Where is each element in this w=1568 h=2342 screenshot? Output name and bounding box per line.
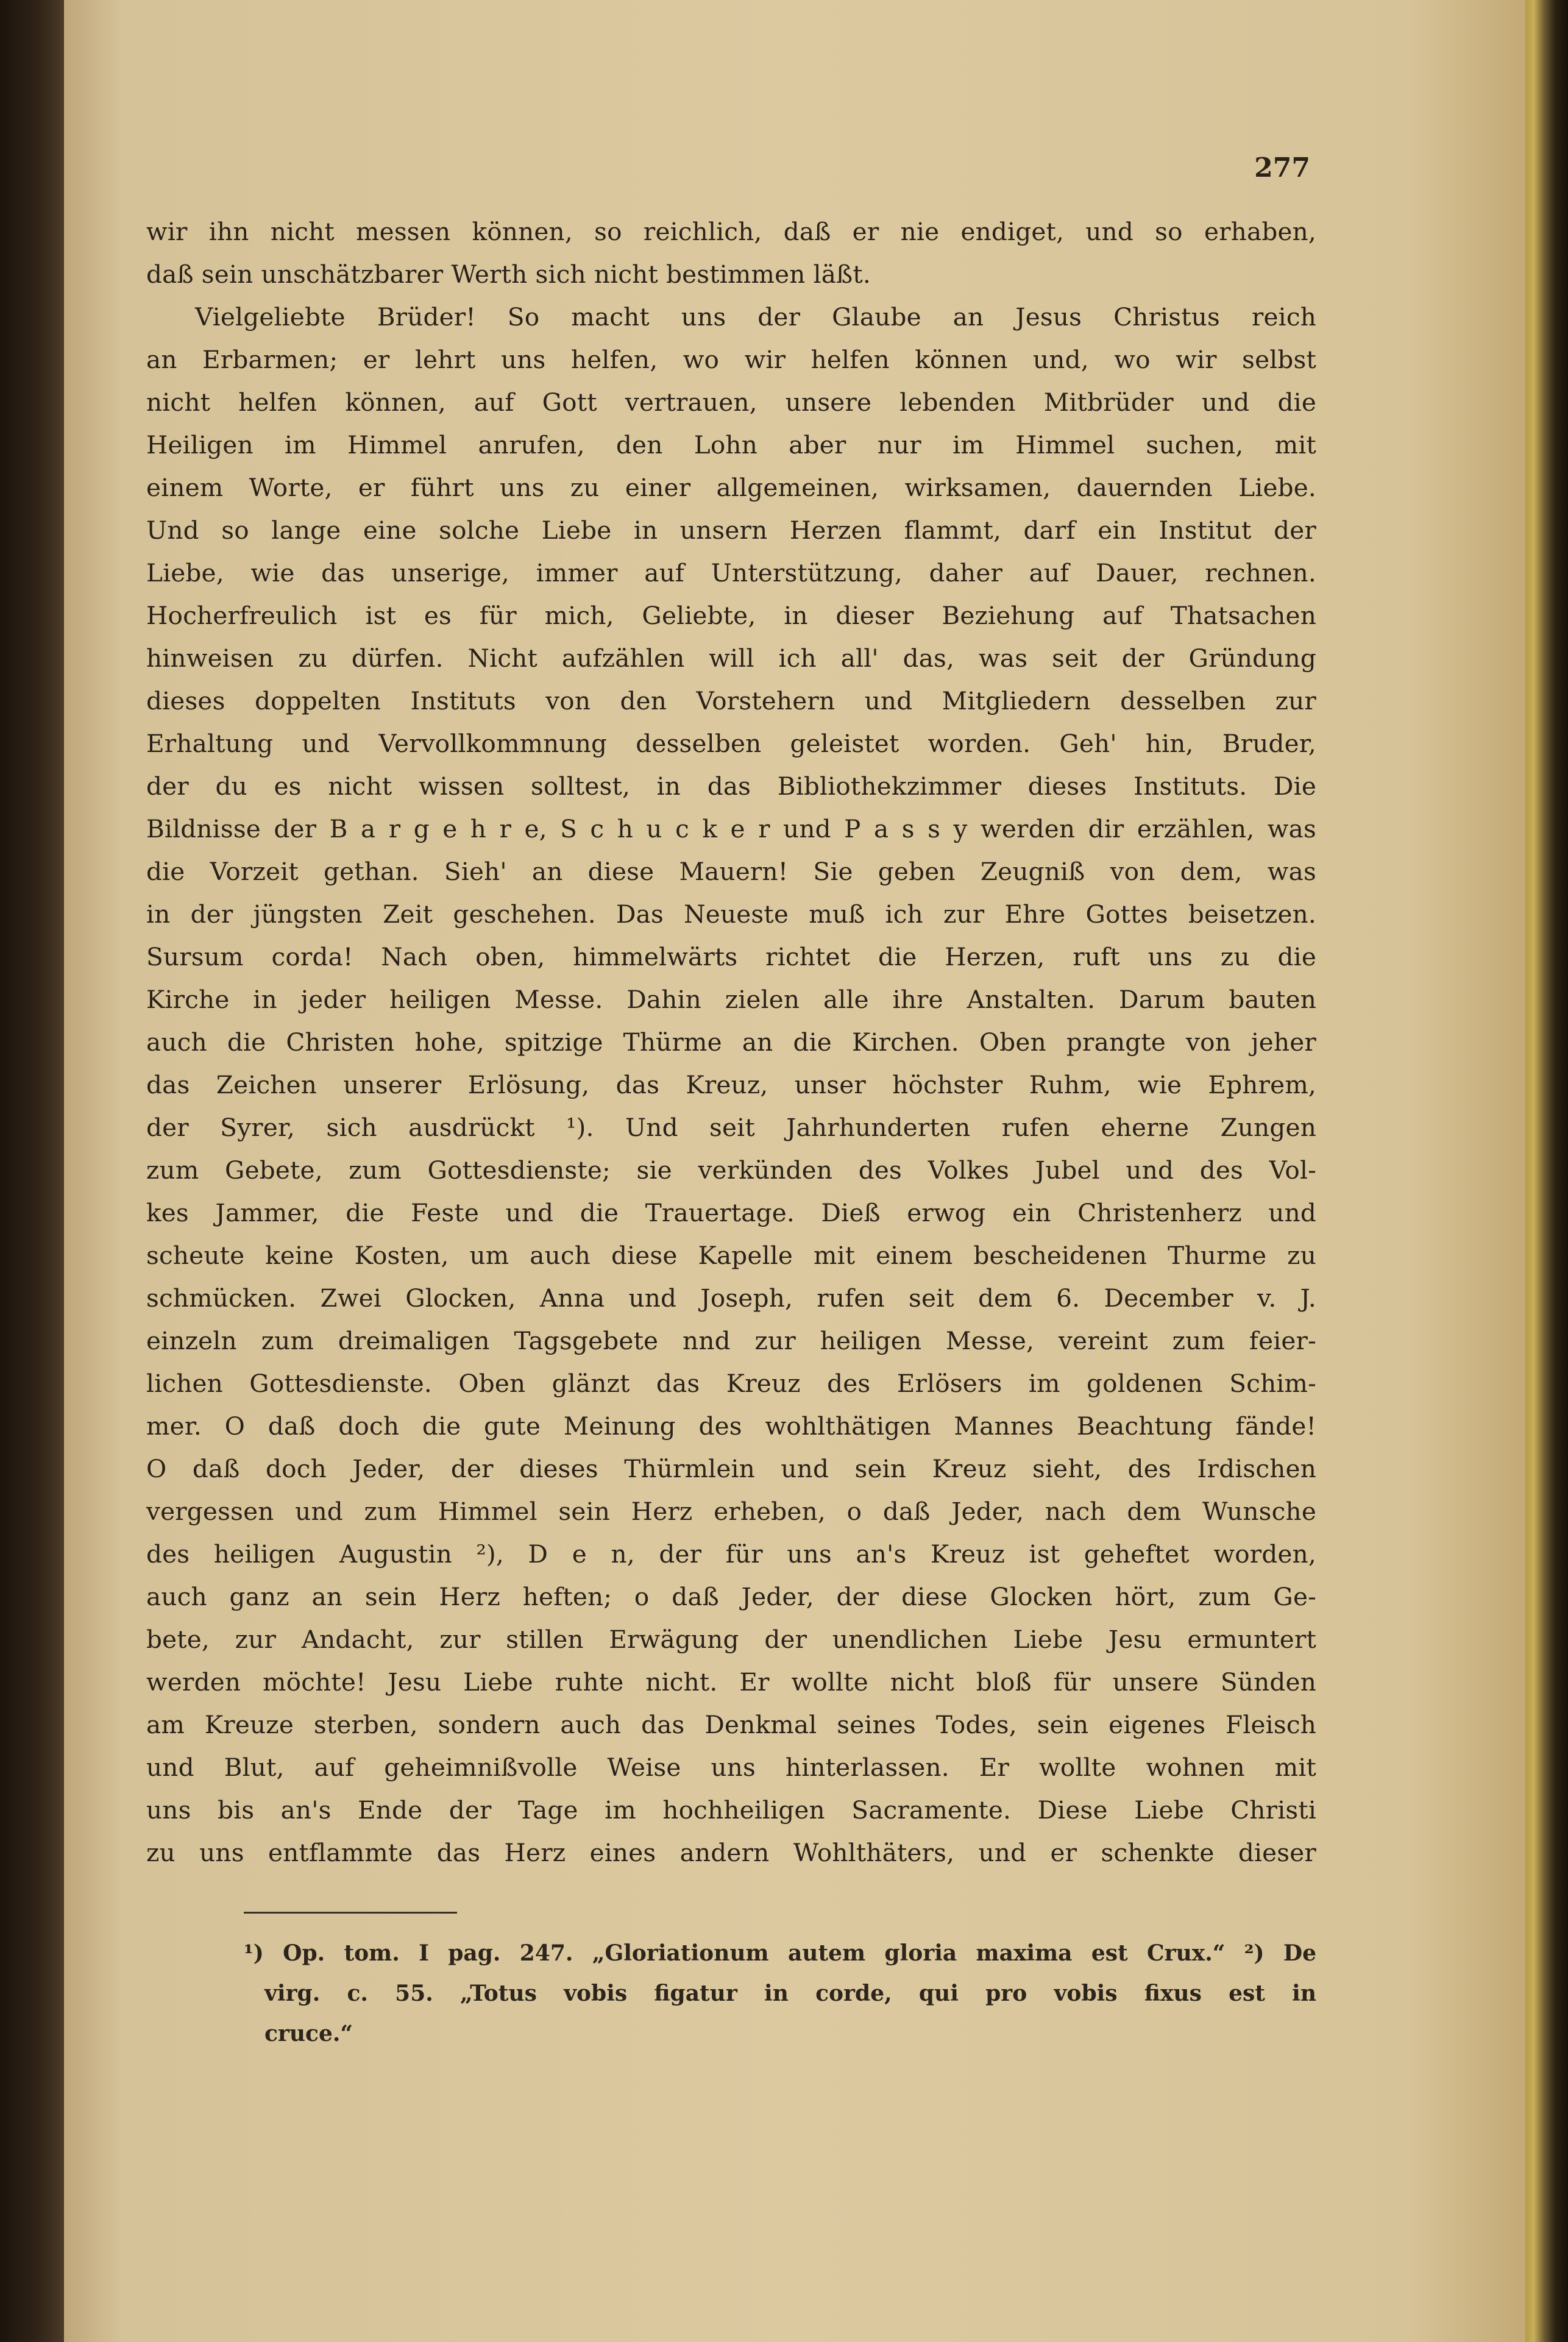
text-line: Erhaltung und Vervollkommnung desselben geleistet worden. Geh' hin, Bruder, [146,729,1316,758]
text-line: hinweisen zu dürfen. Nicht aufzählen will ich all' das, was seit der Gründung [146,644,1316,673]
text-line: zum Gebete, zum Gottesdienste; sie verkünden des Volkes Jubel und des Vol- [146,1155,1316,1185]
text-line: mer. O daß doch die gute Meinung des wohlthätigen Mannes Beachtung fände! [146,1411,1316,1441]
text-line: auch ganz an sein Herz heften; o daß Jeder, der diese Glocken hört, zum Ge- [146,1582,1316,1611]
text-line: Hocherfreulich ist es für mich, Geliebte, in dieser Beziehung auf Thatsachen [146,601,1316,630]
footnotes [244,1933,1316,2054]
text-line: O daß doch Jeder, der dieses Thürmlein und sein Kreuz sieht, des Irdischen [146,1454,1316,1483]
text-line: nicht helfen können, auf Gott vertrauen, unsere lebenden Mitbrüder und die [146,388,1316,417]
footnote-line: ¹) Op. tom. I pag. 247. „Gloriationum autem gloria maxima est Crux.“ ²) De [244,1940,1316,1966]
book-binding [0,0,64,2342]
text-line: Bildnisse der B a r g e h r e, S c h u c k e r und P a s s y werden dir erzählen, was [146,814,1316,843]
text-line: scheute keine Kosten, um auch diese Kapelle mit einem bescheidenen Thurme zu [146,1241,1316,1270]
text-line: werden möchte! Jesu Liebe ruhte nicht. Er wollte nicht bloß für unsere Sünden [146,1667,1316,1697]
text-line: einem Worte, er führt uns zu einer allgemeinen, wirksamen, dauernden Liebe. [146,473,1316,502]
text-line: Und so lange eine solche Liebe in unsern Herzen flammt, darf ein Institut der [146,516,1316,545]
text-line: Vielgeliebte Brüder! So macht uns der Glaube an Jesus Christus reich [195,302,1316,332]
text-line: wir ihn nicht messen können, so reichlich, daß er nie endiget, und so erhaben, [146,217,1316,246]
footnote-line: cruce.“ [264,2021,353,2046]
text-line: Kirche in jeder heiligen Messe. Dahin zielen alle ihre Anstalten. Darum bauten [146,985,1316,1014]
text-line: Sursum corda! Nach oben, himmelwärts richtet die Herzen, ruft uns zu die [146,942,1316,971]
text-line: dieses doppelten Instituts von den Vorstehern und Mitgliedern desselben zur [146,686,1316,715]
text-line: der du es nicht wissen solltest, in das Bibliothekzimmer dieses Instituts. Die [146,772,1316,801]
text-line: und Blut, auf geheimnißvolle Weise uns hinterlassen. Er wollte wohnen mit [146,1753,1316,1782]
text-line: an Erbarmen; er lehrt uns helfen, wo wir helfen können und, wo wir selbst [146,345,1316,374]
text-line: vergessen und zum Himmel sein Herz erheben, o daß Jeder, nach dem Wunsche [146,1497,1316,1526]
text-line: uns bis an's Ende der Tage im hochheiligen Sacramente. Diese Liebe Christi [146,1795,1316,1825]
page-number: 277 [1254,152,1310,183]
text-line: am Kreuze sterben, sondern auch das Denkmal seines Todes, sein eigenes Fleisch [146,1710,1316,1739]
text-line: daß sein unschätzbarer Werth sich nicht bestimmen läßt. [146,260,871,289]
text-line: Heiligen im Himmel anrufen, den Lohn aber nur im Himmel suchen, mit [146,430,1316,460]
text-line: die Vorzeit gethan. Sieh' an diese Mauern! Sie geben Zeugniß von dem, was [146,857,1316,886]
page-edge [1525,0,1568,2342]
text-line: schmücken. Zwei Glocken, Anna und Joseph, rufen seit dem 6. December v. J. [146,1283,1316,1313]
footnote-line: virg. c. 55. „Totus vobis figatur in corde, qui pro vobis fixus est in [264,1981,1316,2006]
text-line: einzeln zum dreimaligen Tagsgebete nnd zur heiligen Messe, vereint zum feier- [146,1326,1316,1355]
text-line: kes Jammer, die Feste und die Trauertage. Dieß erwog ein Christenherz und [146,1198,1316,1227]
text-line: lichen Gottesdienste. Oben glänzt das Kreuz des Erlösers im goldenen Schim- [146,1369,1316,1398]
text-line: bete, zur Andacht, zur stillen Erwägung der unendlichen Liebe Jesu ermuntert [146,1625,1316,1654]
text-line: das Zeichen unserer Erlösung, das Kreuz, unser höchster Ruhm, wie Ephrem, [146,1070,1316,1099]
text-line: der Syrer, sich ausdrückt ¹). Und seit Jahrhunderten rufen eherne Zungen [146,1113,1316,1142]
text-line: auch die Christen hohe, spitzige Thürme an die Kirchen. Oben prangte von jeher [146,1027,1316,1057]
footnote-divider [244,1912,457,1914]
text-line: in der jüngsten Zeit geschehen. Das Neueste muß ich zur Ehre Gottes beisetzen. [146,900,1316,929]
text-line: des heiligen Augustin ²), D e n, der für uns an's Kreuz ist geheftet worden, [146,1539,1316,1569]
text-line: zu uns entflammte das Herz eines andern Wohlthäters, und er schenkte dieser [146,1838,1316,1867]
text-line: Liebe, wie das unserige, immer auf Unterstützung, daher auf Dauer, rechnen. [146,558,1316,587]
body-text [146,210,1316,1874]
